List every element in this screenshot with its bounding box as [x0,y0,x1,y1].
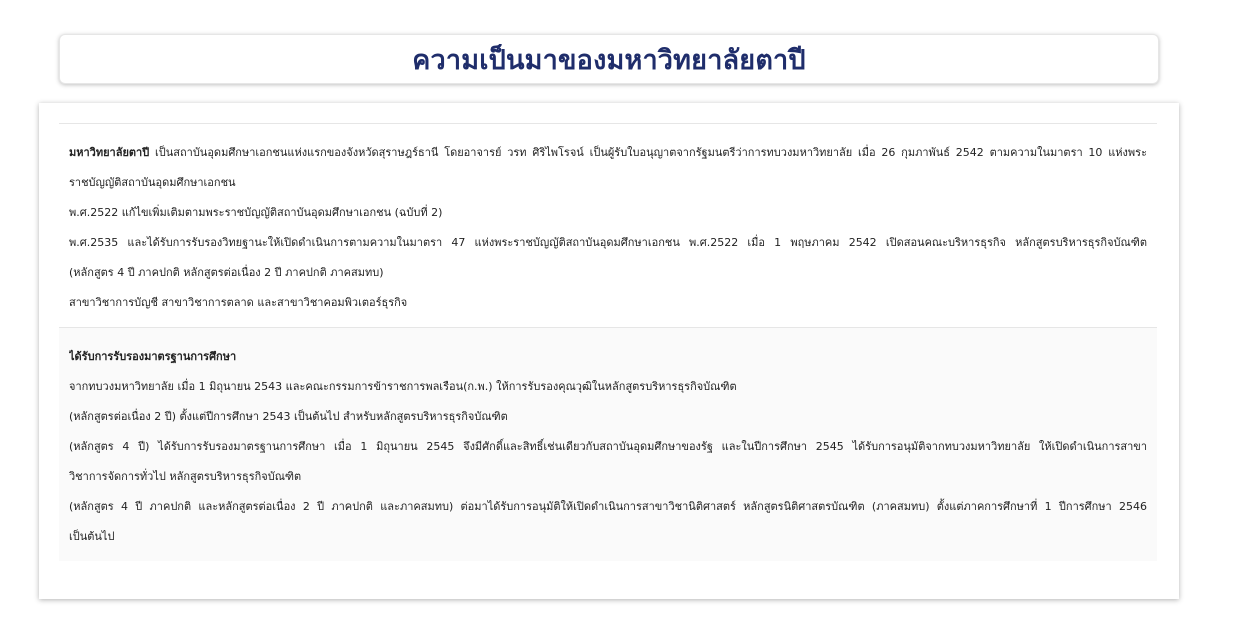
accreditation-line-1: จากทบวงมหาวิทยาลัย เมื่อ 1 มิถุนายน 2543 และคณะกรรมการข้าราชการพลเรือน(ก.พ.) ให้การรับรองคุณวุฒิในหลักสูตรบริหารธุรกิจบัณฑิต [69,380,737,393]
accreditation-line-2: (หลักสูตรต่อเนื่อง 2 ปี) ตั้งแต่ปีการศึกษา 2543 เป็นต้นไป สำหรับหลักสูตรบริหารธุรกิจบัณฑิต [69,410,508,423]
page-title-box [59,34,1159,84]
accreditation-heading-text: ได้รับการรับรองมาตรฐานการศึกษา [69,350,237,363]
accreditation-line-6: เป็นต้นไป [69,530,115,543]
history-intro-cont: ราชบัญญัติสถาบันอุดมศึกษาเอกชน [69,176,236,189]
history-line-5: สาขาวิชาการบัญชี สาขาวิชาการตลาด และสาขาวิชาคอมพิวเตอร์ธุรกิจ [69,296,408,309]
history-line-4: (หลักสูตร 4 ปี ภาคปกติ หลักสูตรต่อเนื่อง 2 ปี ภาคปกติ ภาคสมทบ) [69,266,384,279]
accreditation-line-5: (หลักสูตร 4 ปี ภาคปกติ และหลักสูตรต่อเนื่อง 2 ปี ภาคปกติ และภาคสมทบ) ต่อมาได้รับการอนุมัติให้เปิดดำเนินการสาขาวิชานิติศาสตร์ หลักสูตรนิติศาสตรบัณฑิต (ภาคสมทบ) ตั้งแต่ภาคการศึกษาที่ 1 ปีการศึกษา 2546 [69,500,1147,513]
history-line-2: พ.ศ.2522 แก้ไขเพิ่มเติมตามพระราชบัญญัติสถาบันอุดมศึกษาเอกชน (ฉบับที่ 2) [69,206,443,219]
accreditation-section [59,328,1157,561]
accreditation-heading [69,342,1147,372]
history-line-3: พ.ศ.2535 และได้รับการรับรองวิทยฐานะให้เปิดดำเนินการตามความในมาตรา 47 แห่งพระราชบัญญัติสถาบันอุดมศึกษาเอกชน พ.ศ.2522 เมื่อ 1 พฤษภาคม 2542 เปิดสอนคณะบริหารธุรกิจ หลักสูตรบริหารธุรกิจบัณฑิต [69,236,1147,249]
history-section [59,123,1157,328]
accreditation-line-3: (หลักสูตร 4 ปี) ได้รับการรับรองมาตรฐานการศึกษา เมื่อ 1 มิถุนายน 2545 จึงมีศักดิ์และสิทธิ์เช่นเดียวกับสถาบันอุดมศึกษาของรัฐ และในปีการศึกษา 2545 ได้รับการอนุมัติจากทบวงมหาวิทยาลัย ให้เปิดดำเนินการสาขา [69,440,1147,453]
university-name: มหาวิทยาลัยตาปี [69,146,150,159]
history-intro-text: เป็นสถาบันอุดมศึกษาเอกชนแห่งแรกของจังหวัดสุราษฎร์ธานี โดยอาจารย์ วรท ศิริไพโรจน์ เป็นผู้รับใบอนุญาตจากรัฐมนตรีว่าการทบวงมหาวิทยาลัย เมื่อ 26 กุมภาพันธ์ 2542 ตามความในมาตรา 10 แห่งพระ [149,146,1147,159]
content-card [39,103,1179,599]
page-title: ความเป็นมาของมหาวิทยาลัยตาปี [412,44,806,76]
history-intro [69,138,1147,168]
accreditation-line-4: วิชาการจัดการทั่วไป หลักสูตรบริหารธุรกิจบัณฑิต [69,470,302,483]
